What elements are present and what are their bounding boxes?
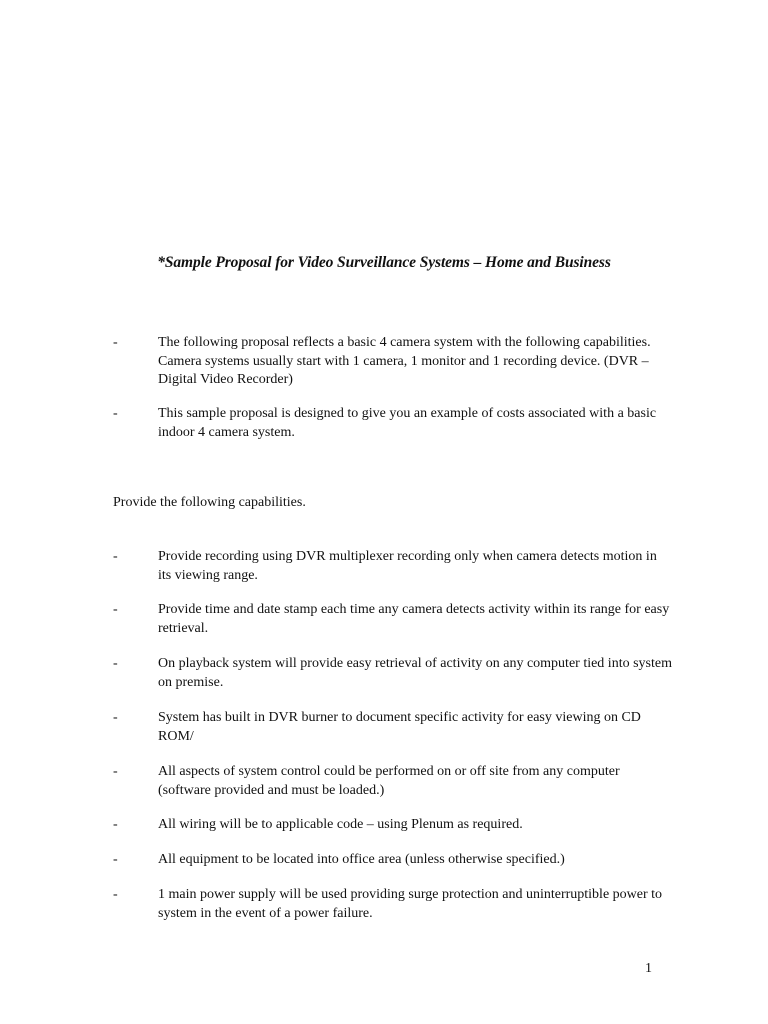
- bullet-dash: -: [113, 656, 118, 671]
- bullet-dash: -: [113, 887, 118, 902]
- bullet-dash: -: [113, 406, 118, 421]
- capability-text: Provide recording using DVR multiplexer recording only when camera detects motion in its viewing range.: [158, 549, 657, 583]
- capability-text: Provide time and date stamp each time any camera detects activity within its range for easy retrieval.: [158, 602, 670, 636]
- bullet-dash: -: [113, 764, 118, 779]
- intro-item-text: The following proposal reflects a basic 4 camera system with the following capabilities. Camera systems usually start with 1 camera, 1 monitor and 1 recording device. (DVR – Digital Video Recorder): [158, 335, 651, 387]
- intro-item-text: This sample proposal is designed to give you an example of costs associated with a basic indoor 4 camera system.: [158, 406, 657, 440]
- bullet-dash: -: [113, 335, 118, 350]
- bullet-dash: -: [113, 602, 118, 617]
- bullet-dash: -: [113, 710, 118, 725]
- bullet-dash: -: [113, 549, 118, 564]
- bullet-dash: -: [113, 852, 118, 867]
- page-number: 1: [645, 961, 652, 976]
- capability-text: 1 main power supply will be used providing surge protection and uninterruptible power to system in the event of a power failure.: [158, 887, 663, 921]
- bullet-dash: -: [113, 817, 118, 832]
- document-title: *Sample Proposal for Video Surveillance Systems – Home and Business: [157, 254, 611, 271]
- capability-text: System has built in DVR burner to document specific activity for easy viewing on CD ROM/: [158, 710, 641, 744]
- capabilities-heading: Provide the following capabilities.: [113, 495, 306, 510]
- capability-text: On playback system will provide easy retrieval of activity on any computer tied into system on premise.: [158, 656, 672, 690]
- capability-text: All wiring will be to applicable code – using Plenum as required.: [158, 817, 523, 832]
- capability-text: All aspects of system control could be performed on or off site from any computer (software provided and must be loaded.): [158, 764, 620, 798]
- capability-text: All equipment to be located into office area (unless otherwise specified.): [158, 852, 565, 867]
